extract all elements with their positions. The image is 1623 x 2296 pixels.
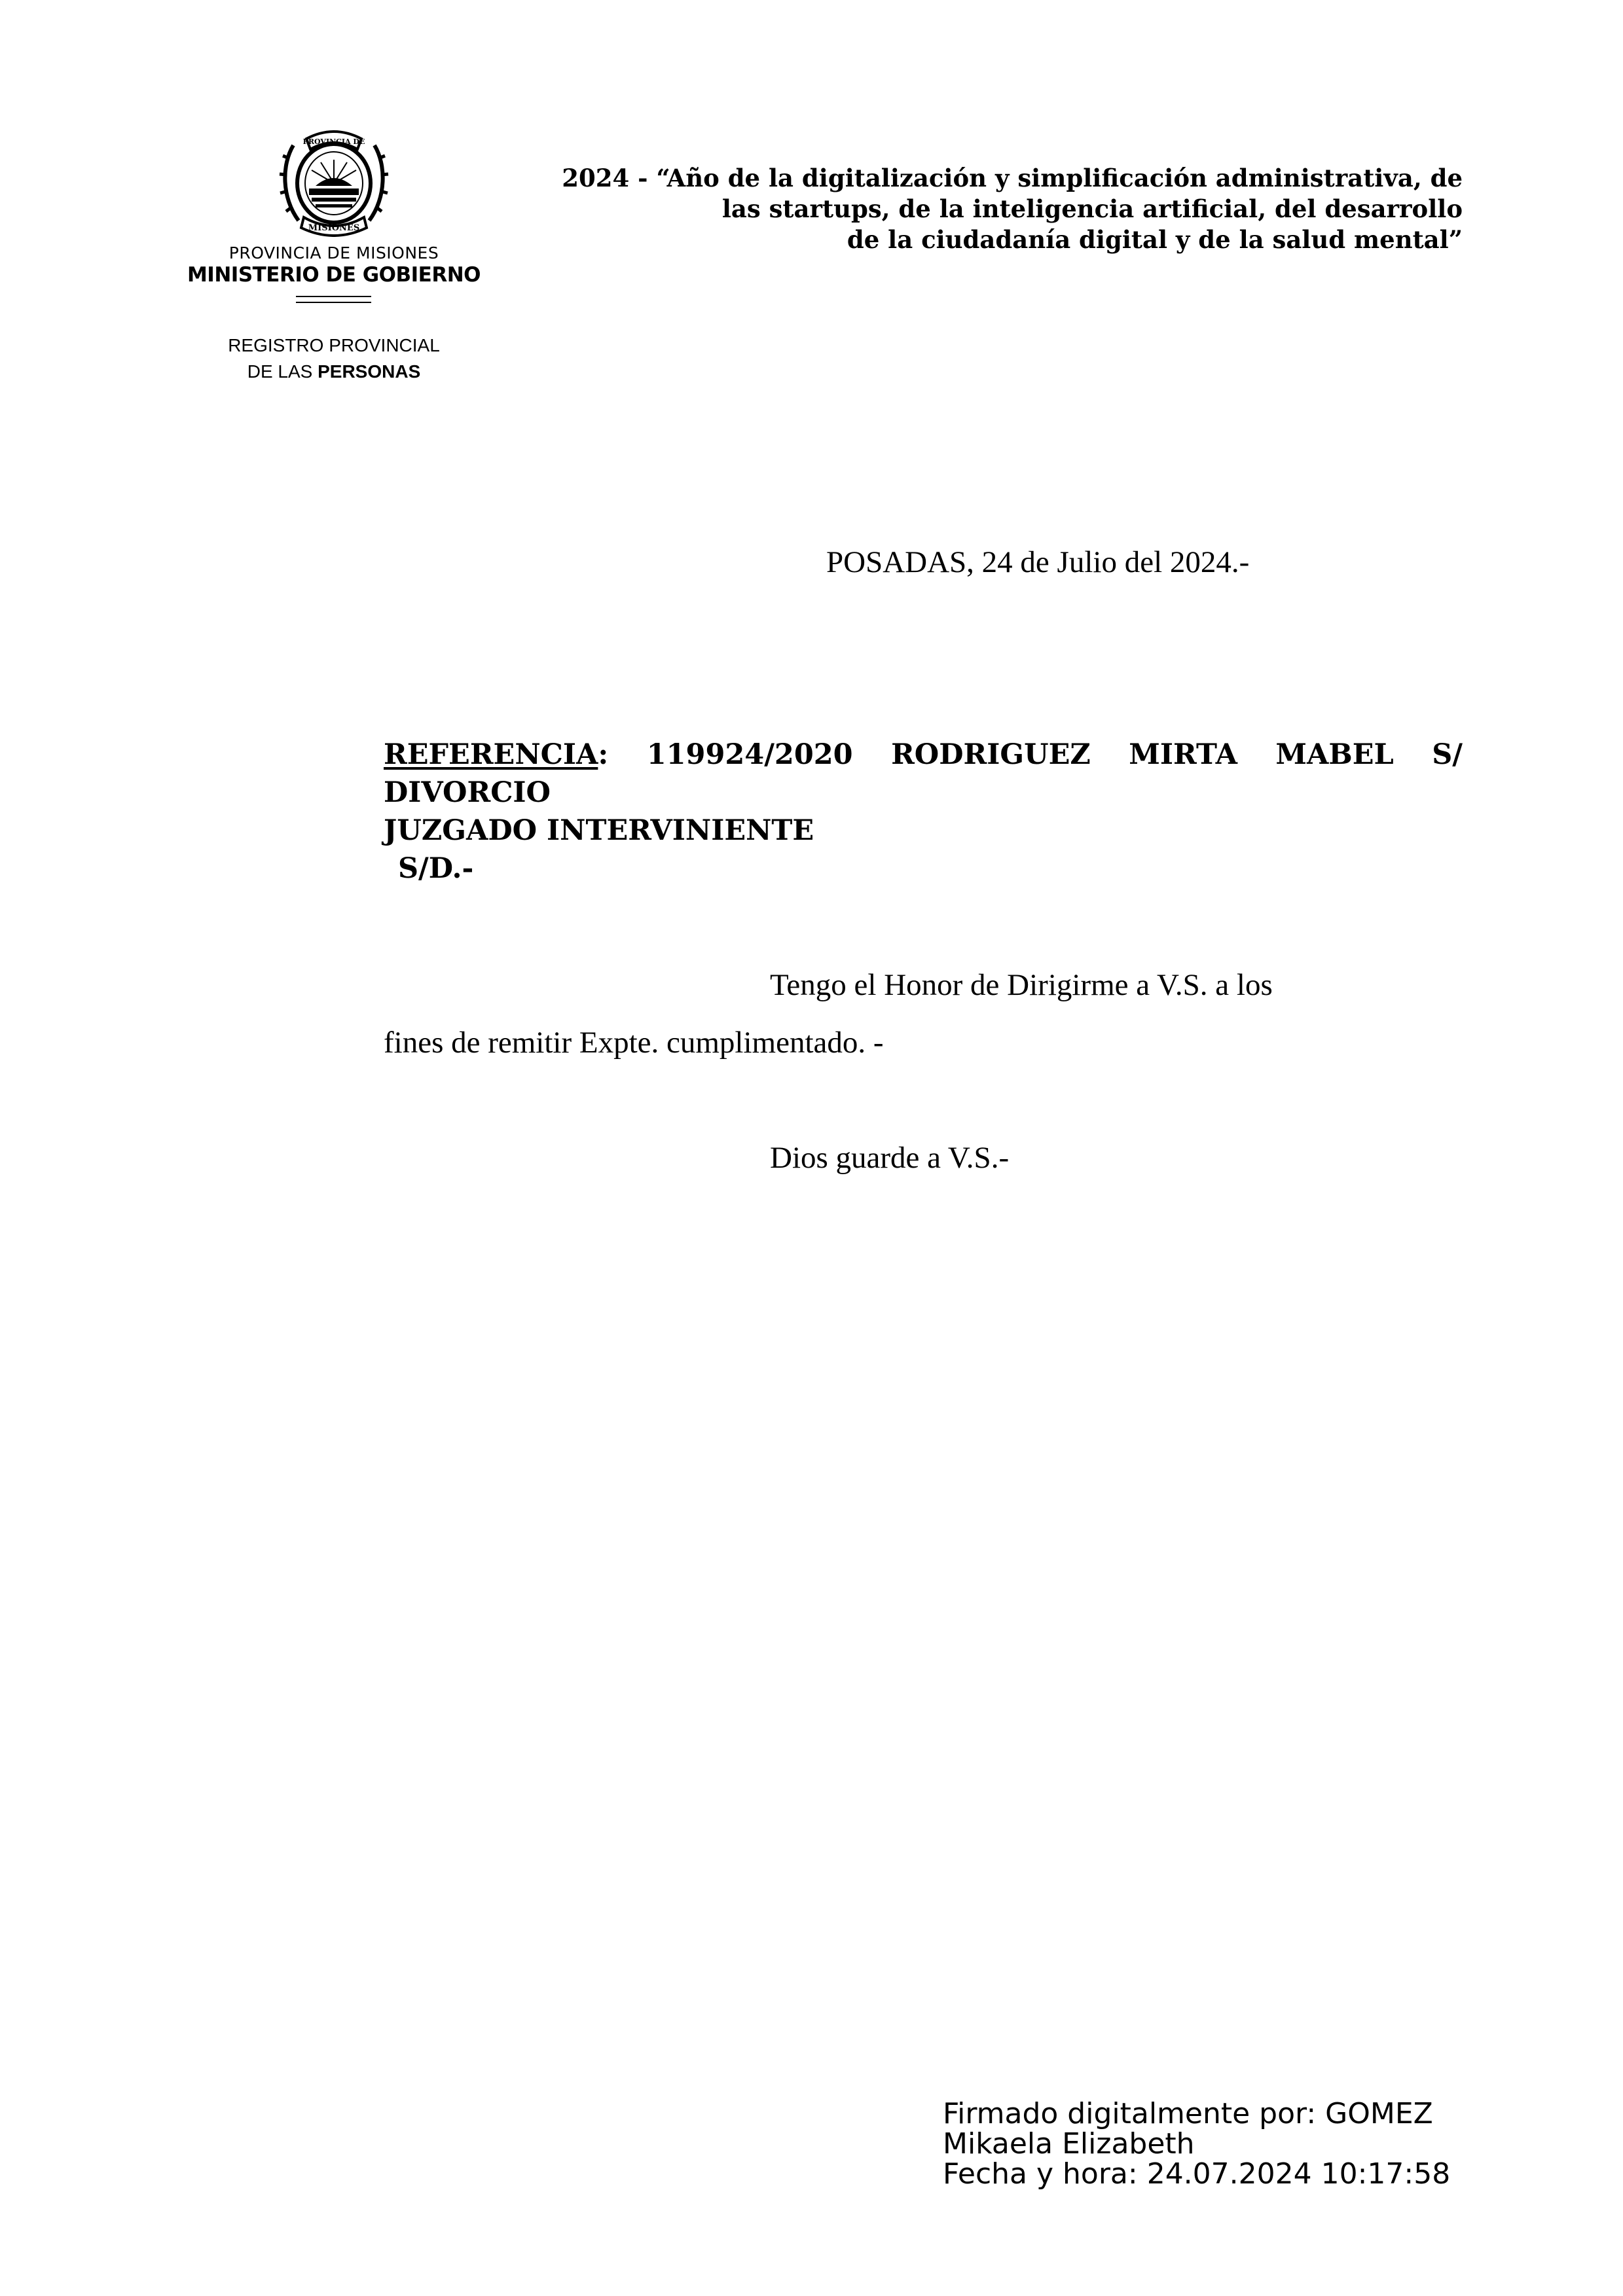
reference-line <box>384 738 1463 771</box>
motto-line-1: 2024 - “Año de la digitalización y simplificación administrativa, de <box>562 164 1463 192</box>
closing-line: Dios guarde a V.S.- <box>770 1141 1010 1175</box>
crest-banner-bottom: MISIONES <box>308 223 360 233</box>
signature-line-1: Firmado digitalmente por: GOMEZ <box>943 2097 1433 2130</box>
letter-date: POSADAS, 24 de Julio del 2024.- <box>826 545 1250 579</box>
recipient-sd: S/D.- <box>398 852 474 885</box>
signature-timestamp: Fecha y hora: 24.07.2024 10:17:58 <box>943 2157 1451 2191</box>
motto-line-3: de la ciudadanía digital y de la salud mental” <box>847 225 1463 254</box>
reference-word: 119924/2020 <box>646 738 853 771</box>
reference-word: MIRTA <box>1129 738 1237 771</box>
signature-line-2: Mikaela Elizabeth <box>943 2127 1195 2161</box>
reference-line-2: DIVORCIO <box>384 776 551 809</box>
ministry-divider <box>296 296 371 297</box>
reference-label: REFERENCIA <box>384 738 598 771</box>
registry-line-1: REGISTRO PROVINCIAL <box>228 335 440 355</box>
reference-word: RODRIGUEZ <box>891 738 1091 771</box>
body-line-1: Tengo el Honor de Dirigirme a V.S. a los <box>770 968 1273 1002</box>
reference-head <box>384 738 608 771</box>
recipient-line: JUZGADO INTERVINIENTE <box>384 814 814 847</box>
reference-word: MABEL <box>1275 738 1394 771</box>
registry-line-2-bold: PERSONAS <box>318 361 421 382</box>
ministry-name: MINISTERIO DE GOBIERNO <box>187 263 481 287</box>
motto-line-2: las startups, de la inteligencia artificial, del desarrollo <box>721 194 1463 223</box>
crest-banner-top: PROVINCIA DE <box>302 137 365 146</box>
reference-word: S/ <box>1432 738 1463 771</box>
coat-of-arms-icon <box>275 126 393 237</box>
ministry-divider <box>296 302 371 303</box>
registry-line-2 <box>196 361 471 382</box>
reference-colon: : <box>598 738 609 771</box>
body-line-2: fines de remitir Expte. cumplimentado. - <box>384 1026 884 1060</box>
registry-line-2-prefix: DE LAS <box>247 361 318 382</box>
ministry-province: PROVINCIA DE MISIONES <box>228 243 439 262</box>
